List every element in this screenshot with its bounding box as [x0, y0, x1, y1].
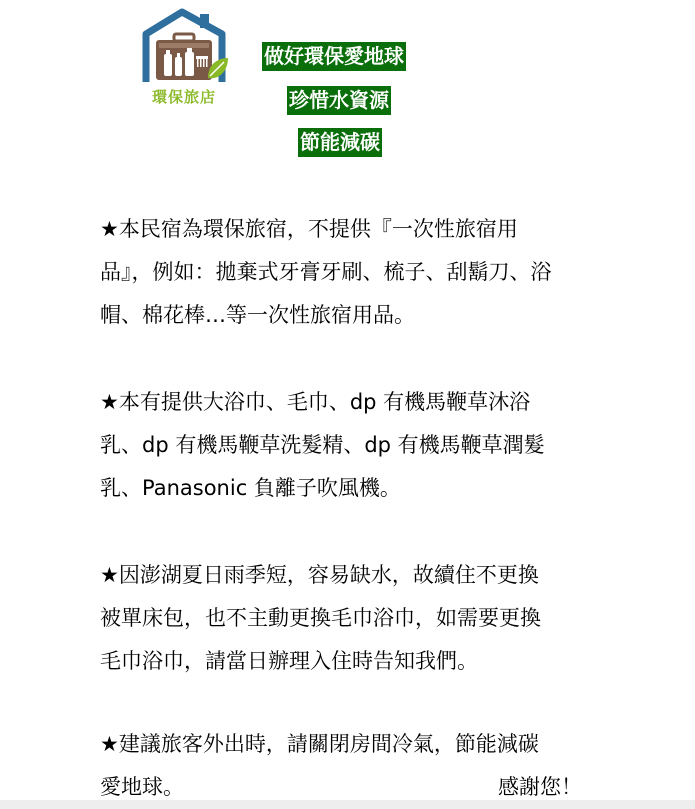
eco-hotel-logo [136, 6, 232, 110]
text-line: 帽、棉花棒…等一次性旅宿用品。 [100, 303, 415, 327]
notice-linen-policy [100, 554, 600, 683]
page-bottom-edge [0, 800, 695, 809]
logo-caption: 環保旅店 [151, 88, 216, 106]
text-line: ★本民宿為環保旅宿，不提供『一次性旅宿用 [100, 217, 518, 241]
text-line: 乳、Panasonic 負離子吹風機。 [100, 476, 401, 500]
notice-no-disposables [100, 208, 600, 337]
slogan-save-energy: 節能減碳 [298, 128, 382, 157]
house-suitcase-icon [136, 6, 232, 86]
notice-air-conditioning [100, 723, 600, 809]
text-line: ★因澎湖夏日雨季短，容易缺水，故續住不更換 [100, 563, 539, 587]
thanks-text: 感謝您！ [498, 775, 582, 799]
notice-provided-amenities [100, 381, 600, 510]
text-line: 被單床包，也不主動更換毛巾浴巾，如需要更換 [100, 606, 541, 630]
text-line: 乳、dp 有機馬鞭草洗髮精、dp 有機馬鞭草潤髮 [100, 433, 545, 457]
text-line: ★本有提供大浴巾、毛巾、dp 有機馬鞭草沐浴 [100, 390, 531, 414]
text-line: ★建議旅客外出時，請關閉房間冷氣，節能減碳 [100, 732, 539, 756]
text-line: 品』，例如：拋棄式牙膏牙刷、梳子、刮鬍刀、浴 [100, 260, 552, 284]
text-line: 愛地球。 [100, 775, 184, 799]
slogan-eco-earth: 做好環保愛地球 [262, 42, 406, 71]
slogan-save-water: 珍惜水資源 [287, 86, 391, 115]
text-line: 毛巾浴巾，請當日辦理入住時告知我們。 [100, 649, 478, 673]
